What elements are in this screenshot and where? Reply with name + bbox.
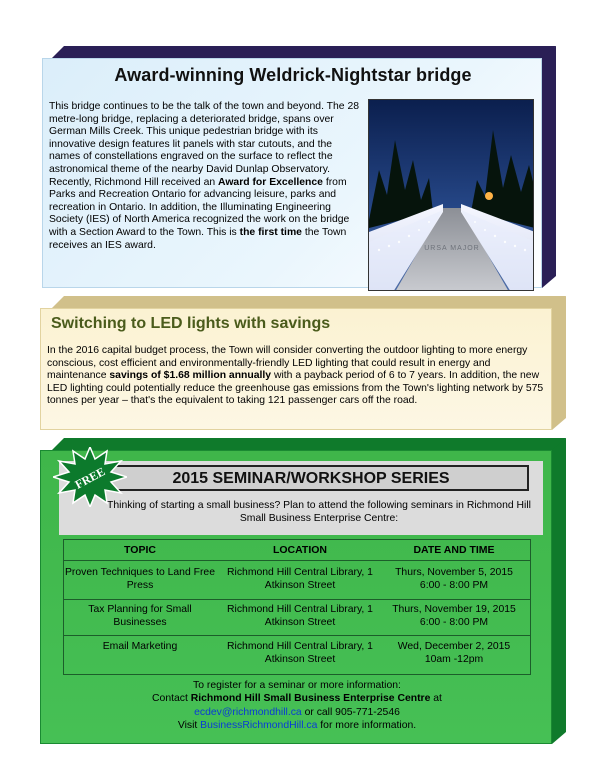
row3-location: Richmond Hill Central Library, 1 Atkinson Street	[227, 641, 373, 665]
header-topic: TOPIC	[124, 544, 156, 556]
email-link[interactable]: ecdev@richmondhill.ca	[194, 706, 302, 718]
row3-datetime	[376, 640, 532, 666]
header-location: LOCATION	[272, 544, 328, 556]
bridge-text-1: This bridge continues to be the talk of the town and beyond. The 28 metre-long bridge, replacing a deteriorated bridge, spans over German Mills Creek. This unique pedestrian bridge with its innovative design features lit panels with star cutouts, and the names of constellations engraved on the surface to reflect the astronomical theme of the nearby David Dunlap Observatory. Recently, Richmond Hill received an	[49, 101, 360, 188]
phone-text: or call 905-771-2546	[301, 706, 400, 718]
website-link[interactable]: BusinessRichmondHill.ca	[200, 720, 318, 732]
seminar-footer	[41, 679, 553, 733]
row2-location: Richmond Hill Central Library, 1 Atkinson Street	[227, 604, 373, 628]
bridge-panel-edge-top	[52, 46, 556, 58]
led-panel	[40, 308, 552, 430]
visit-suffix: for more information.	[317, 720, 417, 732]
row2-topic: Tax Planning for Small Businesses	[88, 604, 192, 628]
table-divider	[64, 560, 530, 561]
led-text-1: In the 2016 capital budget process, the Town will consider converting the outdoor lighting to more energy conscious, cost efficient and environmentally-friendly LED lighting that could result in energy and maintenance	[47, 345, 528, 382]
visit-prefix: Visit	[177, 720, 201, 732]
seminar-title-bar	[93, 465, 529, 491]
row1-date: Thurs, November 5, 2015	[395, 567, 513, 578]
contact-suffix: at	[430, 693, 442, 705]
led-text-2: with a payback period of 6 to 7 years. In addition, the new LED lighting could potentially reduce the greenhouse gas emissions from the Town's lighting network by 575 tonnes per year – that's the equivalent to taking 121 passenger cars off the road.	[47, 370, 544, 407]
table-divider	[64, 599, 530, 600]
seminar-subtitle: Thinking of starting a small business? Plan to attend the following seminars in Richmond Hill Small Business Enterprise Centre:	[107, 500, 531, 524]
footer-line1: To register for a seminar or more information:	[193, 680, 401, 691]
bridge-panel-edge-right	[542, 46, 556, 288]
bridge-photo	[368, 99, 534, 291]
led-title: Switching to LED lights with savings	[51, 315, 331, 332]
led-body	[47, 345, 547, 408]
free-badge-text: FREE	[72, 464, 108, 492]
contact-org: Richmond Hill Small Business Enterprise Centre	[190, 693, 431, 705]
bridge-first-time: the first time	[239, 226, 302, 238]
bridge-body	[49, 101, 363, 252]
seminar-banner	[59, 461, 543, 535]
row3-topic: Email Marketing	[102, 641, 178, 652]
row2-date: Thurs, November 19, 2015	[392, 604, 516, 615]
table-divider	[64, 635, 530, 636]
footer-visit-line	[41, 719, 553, 732]
row1-datetime	[376, 566, 532, 592]
seminar-panel-edge-right	[552, 438, 566, 744]
seminar-title: 2015 SEMINAR/WORKSHOP SERIES	[172, 470, 450, 487]
bridge-engraving: URSA MAJOR	[424, 245, 480, 252]
header-date: DATE AND TIME	[413, 544, 495, 556]
row3-date: Wed, December 2, 2015	[397, 641, 511, 652]
bridge-award: Award for Excellence	[218, 176, 323, 188]
bridge-title: Award-winning Weldrick-Nightstar bridge	[114, 65, 472, 85]
bridge-text-3: the Town receives an IES award.	[49, 226, 347, 251]
bridge-panel	[42, 58, 542, 288]
bridge-photo-illustration	[369, 100, 534, 291]
led-savings: savings of $1.68 million annually	[109, 370, 272, 382]
row1-topic: Proven Techniques to Land Free Press	[65, 567, 215, 591]
row3-time: 10am -12pm	[424, 654, 484, 665]
row2-datetime	[376, 603, 532, 629]
footer-email-line	[41, 706, 553, 719]
contact-prefix: Contact	[152, 693, 191, 705]
led-panel-edge-top	[52, 296, 566, 308]
footer-contact-line	[41, 692, 553, 705]
led-panel-edge-right	[552, 296, 566, 430]
row1-time: 6:00 - 8:00 PM	[419, 580, 489, 591]
seminar-table	[63, 539, 531, 675]
row2-time: 6:00 - 8:00 PM	[419, 617, 489, 628]
seminar-panel	[40, 450, 552, 744]
free-badge	[53, 447, 127, 507]
row1-location: Richmond Hill Central Library, 1 Atkinson Street	[227, 567, 373, 591]
seminar-panel-edge-top	[52, 438, 566, 450]
bridge-text-2: from Parks and Recreation Ontario for advancing leisure, parks and recreation in Ontario. In addition, the Illuminating Engineering Society (IES) of North America recognized the work on the bridge with a Section Award to the Town. This is	[49, 176, 350, 238]
